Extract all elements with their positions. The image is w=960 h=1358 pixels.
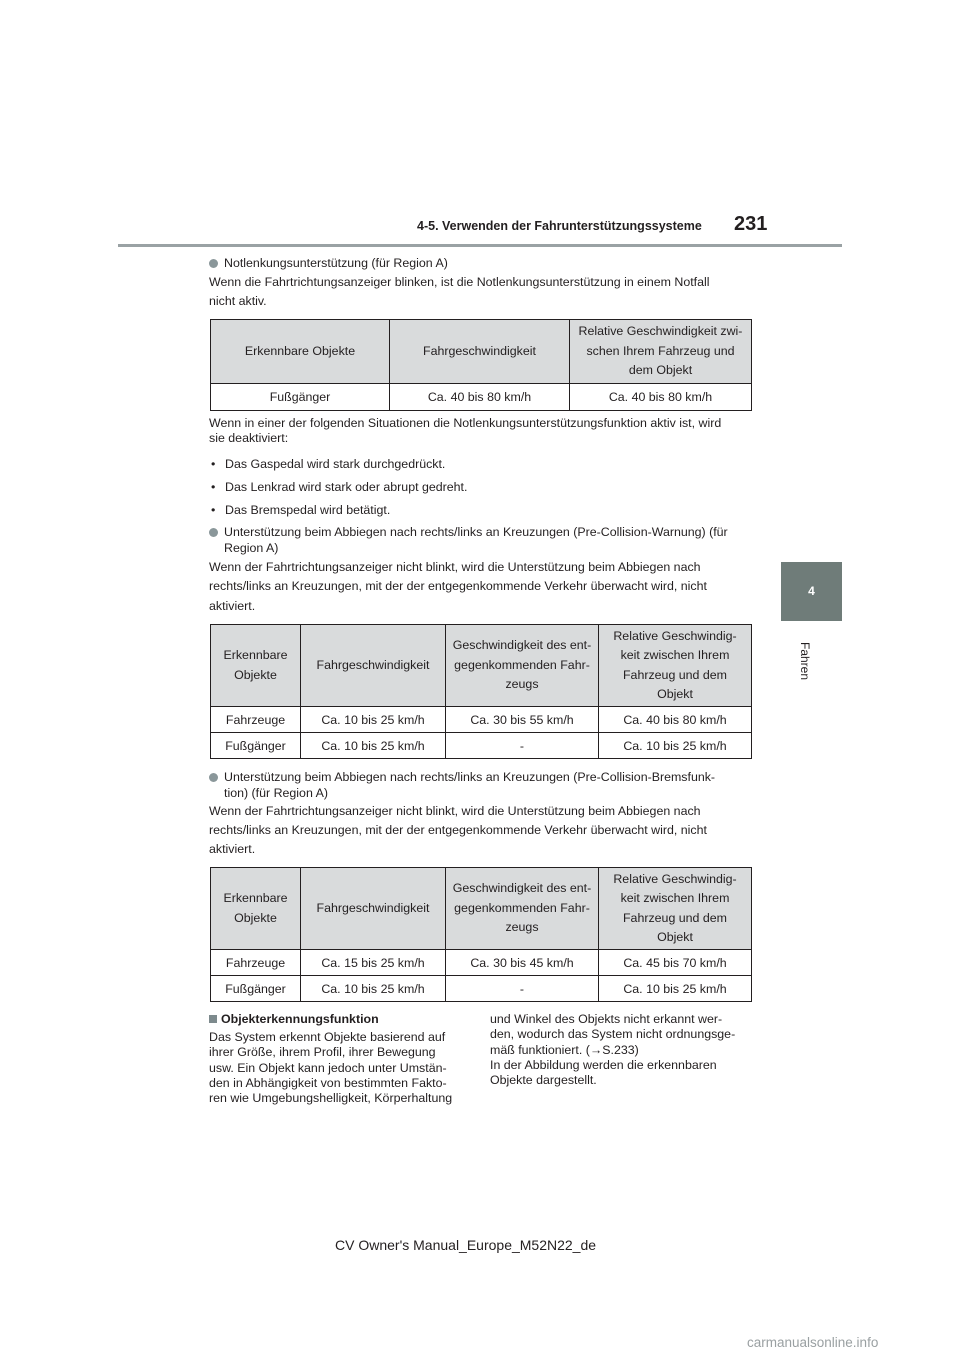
chapter-tab-number: 4 — [808, 584, 815, 598]
section2-text-3: aktiviert. — [209, 599, 256, 613]
table-cell: - — [446, 976, 599, 1002]
chapter-label: Fahren — [798, 641, 813, 681]
table-header-cell: Erkennbare Objekte — [211, 868, 301, 950]
footer-text: CV Owner's Manual_Europe_M52N22_de — [335, 1237, 597, 1253]
section3-heading: Unterstützung beim Abbiegen nach rechts/links an Kreuzungen (Pre-Collision-Bremsfunk- tion) (für Region A) — [211, 770, 756, 801]
chapter-tab[interactable] — [781, 562, 842, 621]
section3-text-1: Wenn der Fahrtrichtungsanzeiger nicht blinkt, wird die Unterstützung beim Abbiegen nach — [209, 804, 701, 818]
section-title: 4-5. Verwenden der Fahrunterstützungssysteme — [417, 219, 702, 233]
table-header-cell: Relative Geschwindig- keit zwischen Ihrem Fahrzeug und dem Objekt — [599, 868, 752, 950]
table-cell: Ca. 40 bis 80 km/h — [570, 384, 752, 411]
section1-intro-2: nicht aktiv. — [209, 294, 267, 308]
section1-intro-1: Wenn die Fahrtrichtungsanzeiger blinken, ist die Notlenkungsunterstützung in einem Notfall — [209, 275, 710, 289]
square-bullet-icon — [209, 1015, 217, 1023]
table-emergency-steering — [210, 319, 752, 411]
table-cell: Ca. 15 bis 25 km/h — [301, 950, 446, 976]
section3-text-3: aktiviert. — [209, 842, 256, 856]
table-cell: Ca. 40 bis 80 km/h — [390, 384, 570, 411]
table-cell: Ca. 10 bis 25 km/h — [599, 733, 752, 759]
header-rule — [118, 244, 842, 247]
bullet-icon — [209, 773, 218, 782]
table-header-cell: Fahrgeschwindigkeit — [390, 320, 570, 384]
table-header-cell: Erkennbare Objekte — [211, 625, 301, 707]
table-header-cell: Fahrgeschwindigkeit — [301, 625, 446, 707]
table-cell: Fußgänger — [211, 384, 390, 411]
table-header-cell: Relative Geschwindig- keit zwischen Ihrem Fahrzeug und dem Objekt — [599, 625, 752, 707]
section2-text-1: Wenn der Fahrtrichtungsanzeiger nicht blinkt, wird die Unterstützung beim Abbiegen nach — [209, 560, 701, 574]
section4-left-column: Das System erkennt Objekte basierend auf ihrer Größe, ihrem Profil, ihrer Bewegung usw. Ein Objekt kann jedoch unter Umstän- den in Abhängigkeit von bestimmten Fakto- ren wie Umgebungshelligkeit, Körperhaltung — [209, 1030, 453, 1106]
section4-right-column: und Winkel des Objekts nicht erkannt wer- den, wodurch das System nicht ordnungsge- mäß funktioniert. (→S.233) In der Abbildung werden die erkennbaren Objekte dargestellt. — [490, 1012, 736, 1088]
table-header-cell: Geschwindigkeit des ent- gegenkommenden Fahr- zeugs — [446, 625, 599, 707]
table-cell: Ca. 45 bis 70 km/h — [599, 950, 752, 976]
table-cell: Ca. 10 bis 25 km/h — [301, 733, 446, 759]
table-cell: Ca. 40 bis 80 km/h — [599, 707, 752, 733]
page-number: 231 — [734, 213, 768, 235]
table-cell: Fahrzeuge — [211, 707, 301, 733]
table-header-cell: Erkennbare Objekte — [211, 320, 390, 384]
table-cell: Ca. 10 bis 25 km/h — [599, 976, 752, 1002]
table-cell: Ca. 30 bis 55 km/h — [446, 707, 599, 733]
table-cell: Ca. 10 bis 25 km/h — [301, 707, 446, 733]
table-turn-assist-warning — [210, 624, 752, 759]
table-cell: - — [446, 733, 599, 759]
table-turn-assist-brake — [210, 867, 752, 1002]
bullet-icon — [209, 528, 218, 537]
table-header-cell: Geschwindigkeit des ent- gegenkommenden Fahr- zeugs — [446, 868, 599, 950]
watermark[interactable]: carmanualsonline.info — [747, 1335, 879, 1350]
section2-heading: Unterstützung beim Abbiegen nach rechts/links an Kreuzungen (Pre-Collision-Warnung) (für Region A) — [211, 525, 756, 556]
section4-heading: Objekterkennungsfunktion — [209, 1012, 379, 1027]
deactivate-text-1: Wenn in einer der folgenden Situationen die Notlenkungsunterstützungsfunktion aktiv ist, wird — [209, 416, 722, 430]
section1-heading: Notlenkungsunterstützung (für Region A) — [211, 256, 751, 272]
table-header-cell: Fahrgeschwindigkeit — [301, 868, 446, 950]
section3-text-2: rechts/links an Kreuzungen, mit der der entgegenkommende Verkehr überwacht wird, nicht — [209, 823, 707, 837]
section2-text-2: rechts/links an Kreuzungen, mit der der entgegenkommende Verkehr überwacht wird, nicht — [209, 579, 707, 593]
table-header-cell: Relative Geschwindigkeit zwi- schen Ihrem Fahrzeug und dem Objekt — [570, 320, 752, 384]
table-cell: Fahrzeuge — [211, 950, 301, 976]
table-cell: Fußgänger — [211, 976, 301, 1002]
table-cell: Ca. 10 bis 25 km/h — [301, 976, 446, 1002]
table-cell: Fußgänger — [211, 733, 301, 759]
table-cell: Ca. 30 bis 45 km/h — [446, 950, 599, 976]
bullet-icon — [209, 259, 218, 268]
deactivate-text-2: sie deaktiviert: — [209, 431, 289, 445]
